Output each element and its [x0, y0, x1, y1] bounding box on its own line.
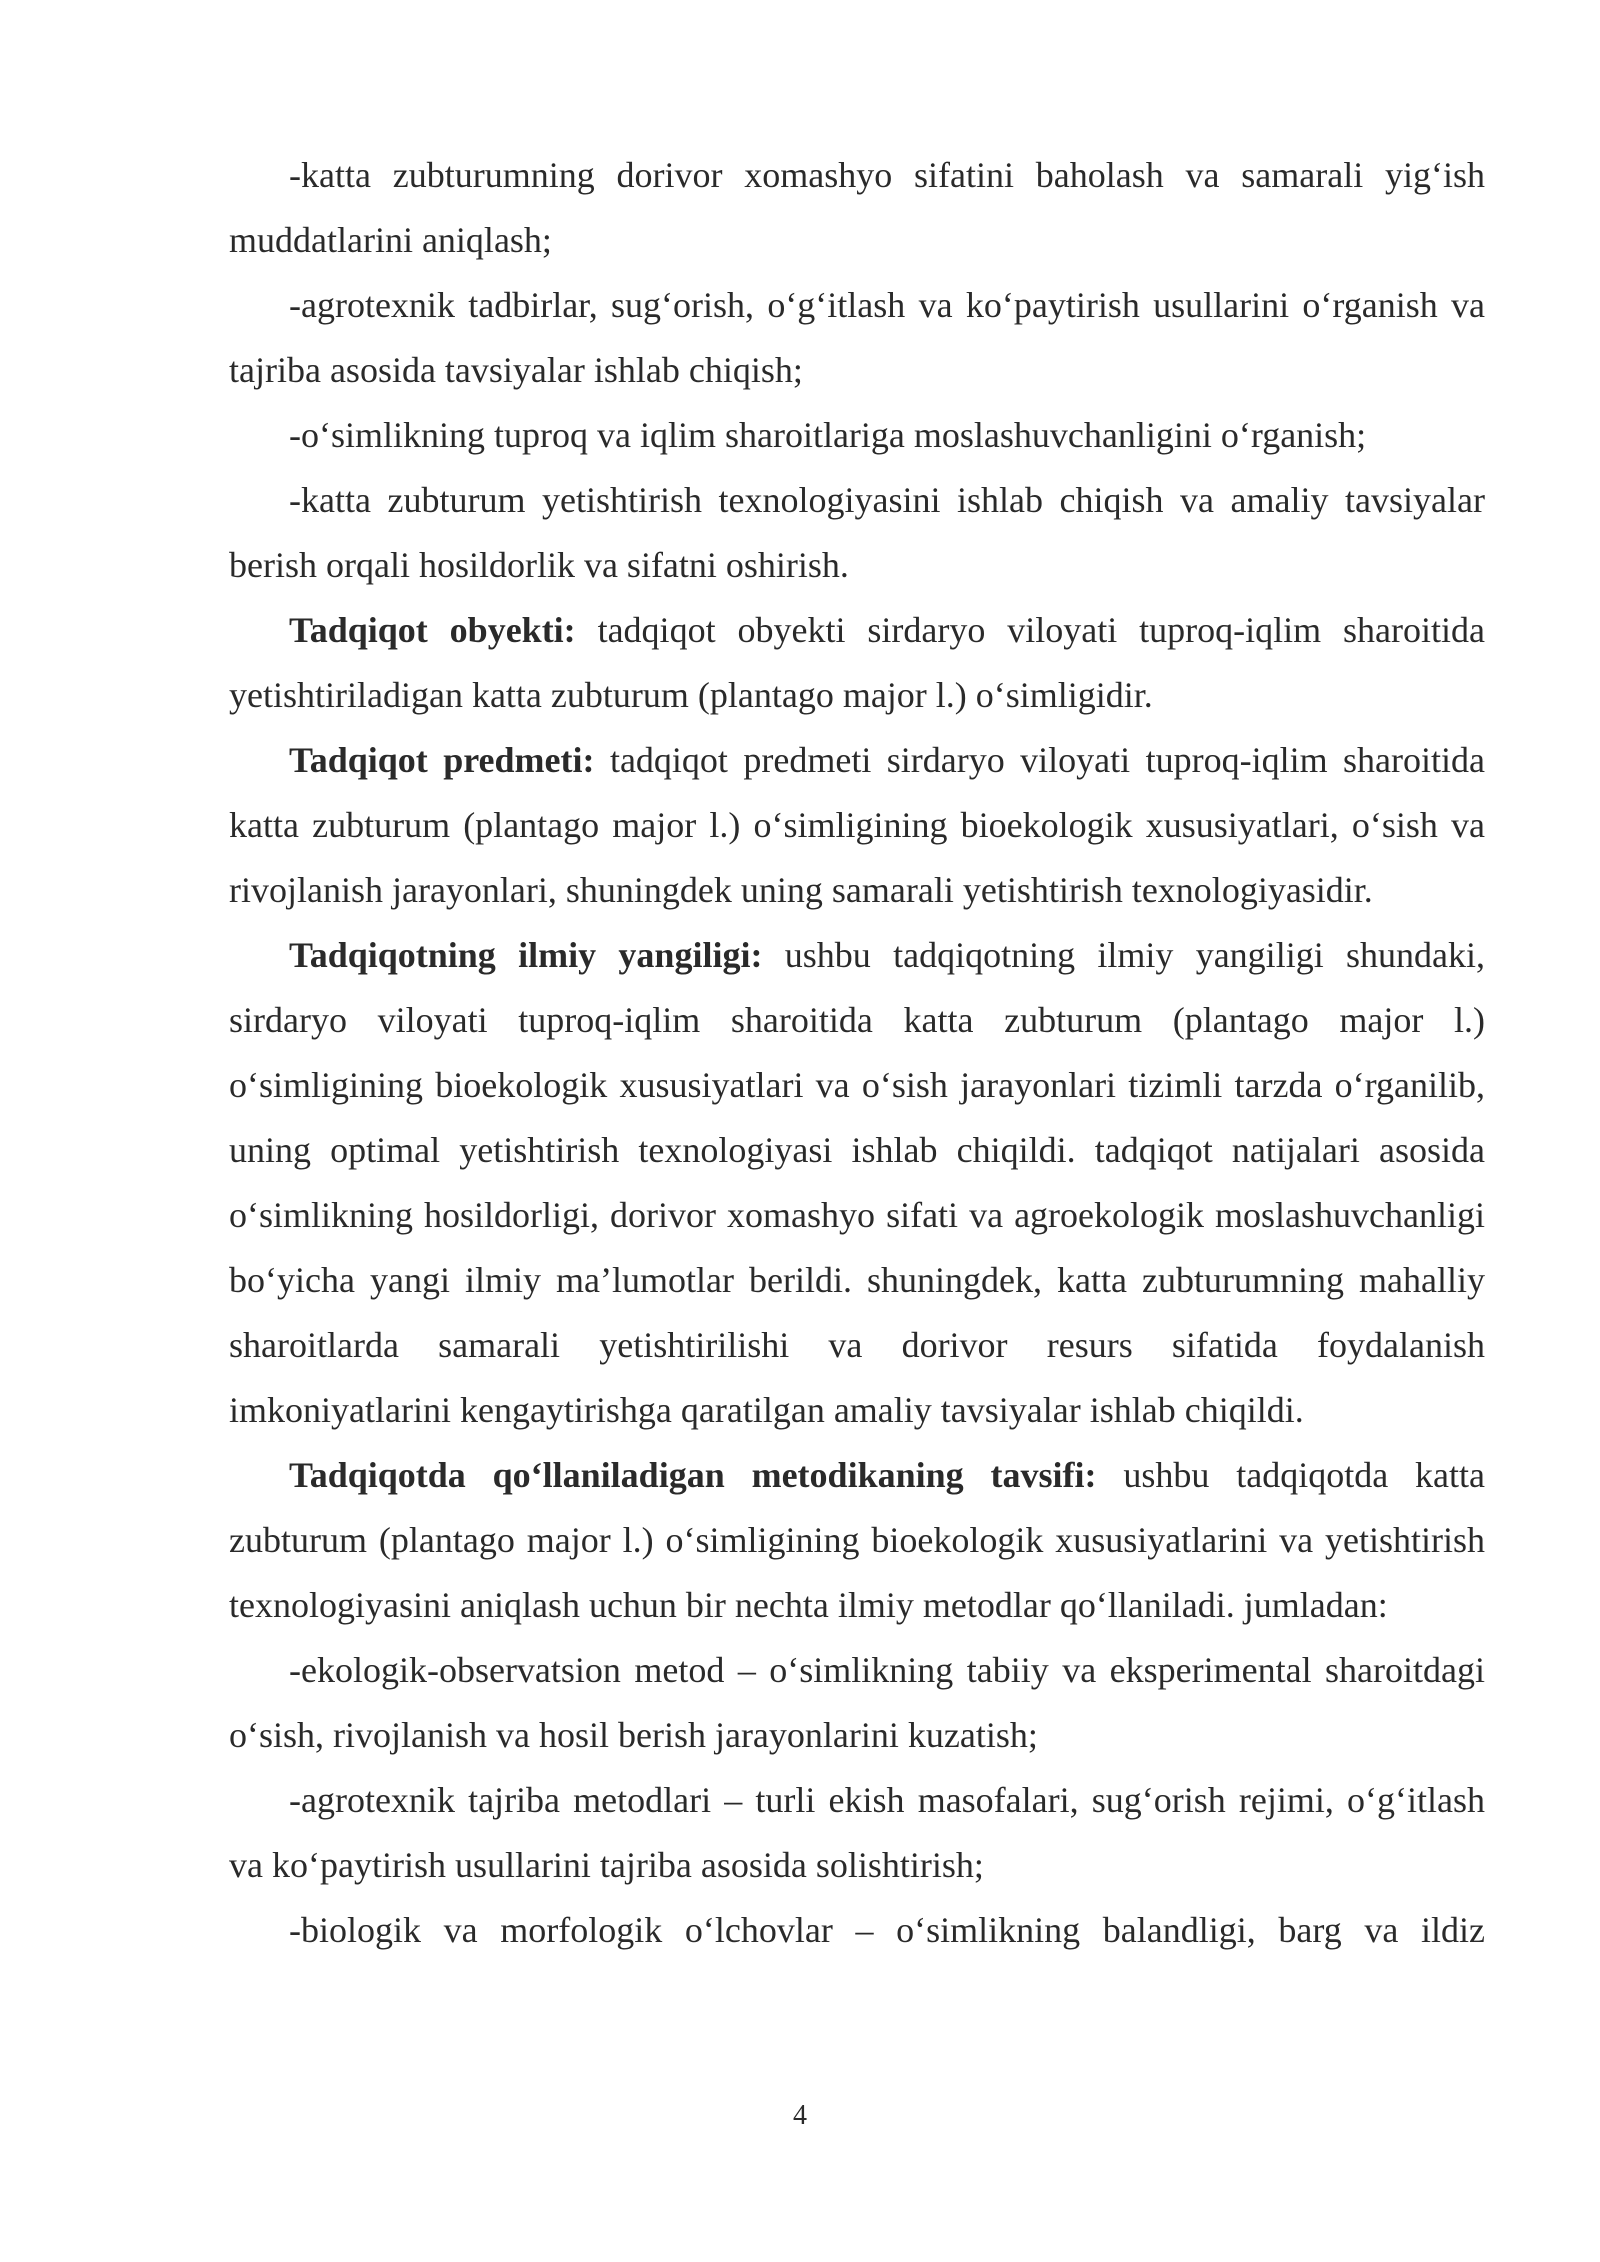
- paragraph-text: -katta zubturumning dorivor xomashyo sifatini baholash va samarali yig‘ish muddatlarini aniqlash;: [229, 155, 1485, 260]
- paragraph-goal-2: [229, 273, 1485, 403]
- paragraph-label: Tadqiqotning ilmiy yangiligi:: [289, 935, 763, 975]
- paragraph-goal-3: [229, 403, 1485, 468]
- paragraph-text: ushbu tadqiqotning ilmiy yangiligi shundaki, sirdaryo viloyati tuproq-iqlim sharoitida katta zubturum (plantago major l.) o‘simligining bioekologik xususiyatlari va o‘sish jarayonlari tizimli tarzda o‘rganilib, uning optimal yetishtirish texnologiyasi ishlab chiqildi. tadqiqot natijalari asosida o‘simlikning hosildorligi, dorivor xomashyo sifati va agroekologik moslashuvchanligi bo‘yicha yangi ilmiy ma’lumotlar berildi. shuningdek, katta zubturumning mahalliy sharoitlarda samarali yetishtirilishi va dorivor resurs sifatida foydalanish imkoniyatlarini kengaytirishga qaratilgan amaliy tavsiyalar ishlab chiqildi.: [229, 935, 1485, 1430]
- body-text: [229, 143, 1485, 1963]
- paragraph-method-3: [229, 1898, 1485, 1963]
- paragraph-text: -biologik va morfologik o‘lchovlar – o‘simlikning balandligi, barg va ildiz: [289, 1910, 1485, 1950]
- paragraph-research-subject: [229, 728, 1485, 923]
- paragraph-text: -o‘simlikning tuproq va iqlim sharoitlariga moslashuvchanligini o‘rganish;: [289, 415, 1367, 455]
- paragraph-method-1: [229, 1638, 1485, 1768]
- paragraph-text: tadqiqot obyekti sirdaryo viloyati tuproq-iqlim sharoitida yetishtiriladigan katta zubturum (plantago major l.) o‘simligidir.: [229, 610, 1485, 715]
- paragraph-label: Tadqiqotda qo‘llaniladigan metodikaning tavsifi:: [289, 1455, 1097, 1495]
- paragraph-text: -agrotexnik tajriba metodlari – turli ekish masofalari, sug‘orish rejimi, o‘g‘itlash va ko‘paytirish usullarini tajriba asosida solishtirish;: [229, 1780, 1485, 1885]
- paragraph-text: tadqiqot predmeti sirdaryo viloyati tuproq-iqlim sharoitida katta zubturum (plantago major l.) o‘simligining bioekologik xususiyatlari, o‘sish va rivojlanish jarayonlari, shuningdek uning samarali yetishtirish texnologiyasidir.: [229, 740, 1485, 910]
- paragraph-text: -katta zubturum yetishtirish texnologiyasini ishlab chiqish va amaliy tavsiyalar berish orqali hosildorlik va sifatni oshirish.: [229, 480, 1485, 585]
- paragraph-methodology: [229, 1443, 1485, 1638]
- paragraph-text: -ekologik-observatsion metod – o‘simlikning tabiiy va eksperimental sharoitdagi o‘sish, rivojlanish va hosil berish jarayonlarini kuzatish;: [229, 1650, 1485, 1755]
- page-number: 4: [793, 2100, 807, 2131]
- paragraph-text: -agrotexnik tadbirlar, sug‘orish, o‘g‘itlash va ko‘paytirish usullarini o‘rganish va tajriba asosida tavsiyalar ishlab chiqish;: [229, 285, 1485, 390]
- paragraph-label: Tadqiqot obyekti:: [289, 610, 576, 650]
- paragraph-goal-4: [229, 468, 1485, 598]
- paragraph-method-2: [229, 1768, 1485, 1898]
- paragraph-research-object: [229, 598, 1485, 728]
- paragraph-goal-1: [229, 143, 1485, 273]
- paragraph-text: ushbu tadqiqotda katta zubturum (plantago major l.) o‘simligining bioekologik xususiyatlarini va yetishtirish texnologiyasini aniqlash uchun bir nechta ilmiy metodlar qo‘llaniladi. jumladan:: [229, 1455, 1486, 1625]
- paragraph-label: Tadqiqot predmeti:: [289, 740, 595, 780]
- paragraph-scientific-novelty: [229, 923, 1485, 1443]
